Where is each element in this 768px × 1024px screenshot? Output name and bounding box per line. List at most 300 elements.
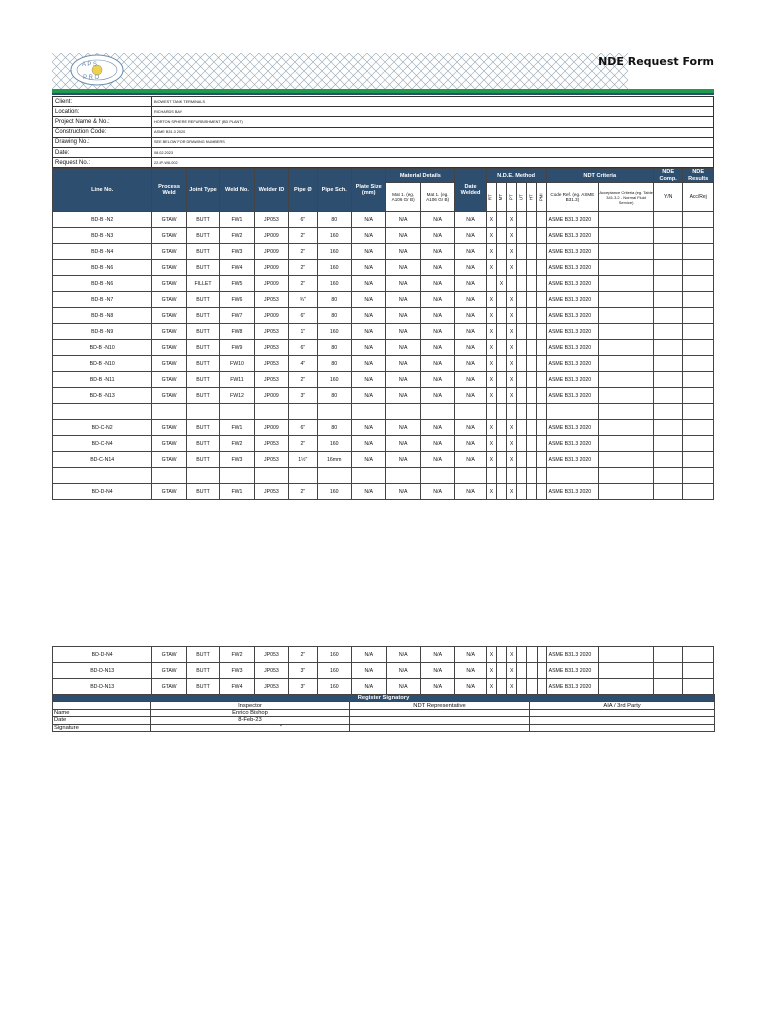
cell-pmi[interactable] xyxy=(537,340,546,356)
cell-ut[interactable] xyxy=(517,244,527,260)
cell-mat2[interactable]: N/A xyxy=(420,484,454,500)
cell-plate[interactable]: N/A xyxy=(352,663,386,679)
cell-mt[interactable] xyxy=(497,679,507,695)
cell-ht[interactable] xyxy=(527,212,537,228)
cell-acceptance[interactable] xyxy=(599,468,654,484)
cell-mt[interactable] xyxy=(496,420,506,436)
cell-date[interactable]: N/A xyxy=(455,340,486,356)
cell-pmi[interactable] xyxy=(537,308,546,324)
cell-results[interactable] xyxy=(683,228,714,244)
cell-code[interactable]: ASME B31.3 2020 xyxy=(546,212,599,228)
cell-ht[interactable] xyxy=(527,356,537,372)
cell-weld[interactable]: FW1 xyxy=(220,212,254,228)
cell-date[interactable]: N/A xyxy=(455,276,486,292)
cell-acceptance[interactable] xyxy=(599,679,654,695)
cell-mat1[interactable]: N/A xyxy=(386,436,420,452)
cell-pipe[interactable]: 2" xyxy=(289,484,317,500)
cell-ht[interactable] xyxy=(527,468,537,484)
cell-mat1[interactable] xyxy=(386,468,420,484)
cell-mat2[interactable]: N/A xyxy=(420,228,454,244)
ndt-rep-name[interactable] xyxy=(350,709,530,716)
cell-joint[interactable]: BUTT xyxy=(186,436,219,452)
cell-line[interactable] xyxy=(53,404,152,420)
cell-mt[interactable] xyxy=(496,228,506,244)
cell-joint[interactable] xyxy=(186,468,219,484)
cell-joint[interactable]: BUTT xyxy=(186,372,219,388)
cell-weld[interactable]: FW6 xyxy=(220,292,254,308)
cell-comp[interactable] xyxy=(653,212,682,228)
cell-line[interactable]: BD-D-N13 xyxy=(53,663,152,679)
cell-pipe[interactable]: 1½" xyxy=(289,452,317,468)
cell-pt[interactable] xyxy=(507,468,517,484)
info-value[interactable]: SEE BELOW FOR DRAWING NUMBERS xyxy=(152,137,714,147)
cell-joint[interactable]: BUTT xyxy=(186,324,219,340)
cell-sch[interactable]: 160 xyxy=(317,484,351,500)
cell-pt[interactable]: X xyxy=(507,484,517,500)
cell-line[interactable]: BD-B -N2 xyxy=(53,212,152,228)
cell-line[interactable]: BD-B -N3 xyxy=(53,228,152,244)
cell-acceptance[interactable] xyxy=(599,356,654,372)
cell-ht[interactable] xyxy=(527,260,537,276)
inspector-signature[interactable] xyxy=(151,724,350,731)
cell-joint[interactable]: BUTT xyxy=(186,228,219,244)
cell-mt[interactable] xyxy=(496,404,506,420)
cell-comp[interactable] xyxy=(654,647,683,663)
cell-rt[interactable]: X xyxy=(486,420,496,436)
cell-code[interactable]: ASME B31.3 2020 xyxy=(546,228,599,244)
cell-proc[interactable]: GTAW xyxy=(152,340,186,356)
cell-rt[interactable]: X xyxy=(486,244,496,260)
cell-code[interactable]: ASME B31.3 2020 xyxy=(546,260,599,276)
cell-proc[interactable]: GTAW xyxy=(152,372,186,388)
cell-mat2[interactable]: N/A xyxy=(420,356,454,372)
cell-weld[interactable]: FW11 xyxy=(220,372,254,388)
cell-mt[interactable]: X xyxy=(496,276,506,292)
cell-plate[interactable]: N/A xyxy=(351,388,385,404)
cell-results[interactable] xyxy=(683,420,714,436)
cell-pipe[interactable]: 4" xyxy=(289,356,317,372)
cell-date[interactable]: N/A xyxy=(455,679,486,695)
cell-plate[interactable]: N/A xyxy=(351,260,385,276)
cell-line[interactable]: BD-B -N4 xyxy=(53,244,152,260)
cell-welder[interactable] xyxy=(254,468,288,484)
cell-plate[interactable]: N/A xyxy=(352,647,386,663)
cell-line[interactable]: BD-D-N13 xyxy=(53,679,152,695)
info-value[interactable]: RICHARDS BAY xyxy=(152,107,714,117)
cell-welder[interactable]: JP053 xyxy=(254,647,288,663)
cell-code[interactable]: ASME B31.3 2020 xyxy=(546,292,599,308)
cell-comp[interactable] xyxy=(653,292,682,308)
cell-rt[interactable]: X xyxy=(486,484,496,500)
cell-rt[interactable]: X xyxy=(486,388,496,404)
cell-results[interactable] xyxy=(683,452,714,468)
cell-welder[interactable]: JP053 xyxy=(254,679,288,695)
cell-proc[interactable]: GTAW xyxy=(152,212,186,228)
cell-pt[interactable]: X xyxy=(507,260,517,276)
cell-mt[interactable] xyxy=(497,663,507,679)
cell-mat2[interactable]: N/A xyxy=(420,436,454,452)
cell-pipe[interactable]: 6" xyxy=(289,212,317,228)
cell-pmi[interactable] xyxy=(537,468,546,484)
cell-acceptance[interactable] xyxy=(599,324,654,340)
cell-proc[interactable]: GTAW xyxy=(152,356,186,372)
cell-pipe[interactable]: 3" xyxy=(289,679,317,695)
cell-date[interactable]: N/A xyxy=(455,484,486,500)
cell-date[interactable]: N/A xyxy=(455,647,486,663)
cell-proc[interactable]: GTAW xyxy=(152,260,186,276)
cell-mat1[interactable]: N/A xyxy=(386,276,420,292)
cell-welder[interactable]: JP009 xyxy=(254,420,288,436)
cell-sch[interactable]: 160 xyxy=(317,679,351,695)
cell-results[interactable] xyxy=(683,647,714,663)
cell-acceptance[interactable] xyxy=(599,663,654,679)
cell-line[interactable]: BD-B -N11 xyxy=(53,372,152,388)
cell-line[interactable]: BD-B -N10 xyxy=(53,356,152,372)
cell-pmi[interactable] xyxy=(537,292,546,308)
cell-mt[interactable] xyxy=(496,340,506,356)
cell-pt[interactable]: X xyxy=(507,212,517,228)
cell-ut[interactable] xyxy=(517,452,527,468)
cell-joint[interactable]: FILLET xyxy=(186,276,219,292)
cell-mat1[interactable]: N/A xyxy=(386,484,420,500)
cell-mt[interactable] xyxy=(496,372,506,388)
cell-mt[interactable] xyxy=(496,260,506,276)
cell-joint[interactable]: BUTT xyxy=(186,260,219,276)
ndt-rep-date[interactable] xyxy=(350,717,530,724)
cell-comp[interactable] xyxy=(653,372,682,388)
cell-date[interactable]: N/A xyxy=(455,372,486,388)
cell-weld[interactable]: FW1 xyxy=(220,420,254,436)
cell-weld[interactable]: FW5 xyxy=(220,276,254,292)
cell-joint[interactable]: BUTT xyxy=(186,388,219,404)
cell-pipe[interactable]: 3" xyxy=(289,388,317,404)
cell-weld[interactable]: FW3 xyxy=(220,452,254,468)
cell-date[interactable] xyxy=(455,468,486,484)
cell-ht[interactable] xyxy=(527,244,537,260)
info-value[interactable]: HORTON SPHERE REFURBISHMENT (BD PLANT) xyxy=(152,117,714,127)
cell-pmi[interactable] xyxy=(537,276,546,292)
cell-plate[interactable]: N/A xyxy=(351,308,385,324)
cell-code[interactable]: ASME B31.3 2020 xyxy=(546,276,599,292)
cell-mat1[interactable]: N/A xyxy=(386,388,420,404)
aia-date[interactable] xyxy=(530,717,715,724)
cell-pmi[interactable] xyxy=(537,372,546,388)
cell-welder[interactable]: JP053 xyxy=(254,356,288,372)
cell-plate[interactable]: N/A xyxy=(351,420,385,436)
cell-comp[interactable] xyxy=(653,484,682,500)
cell-pmi[interactable] xyxy=(537,228,546,244)
cell-sch[interactable]: 80 xyxy=(317,212,351,228)
cell-sch[interactable]: 80 xyxy=(317,340,351,356)
cell-comp[interactable] xyxy=(653,228,682,244)
cell-rt[interactable]: X xyxy=(486,663,496,679)
cell-date[interactable]: N/A xyxy=(455,452,486,468)
cell-rt[interactable] xyxy=(486,276,496,292)
cell-line[interactable]: BD-D-N4 xyxy=(53,647,152,663)
cell-welder[interactable]: JP053 xyxy=(254,484,288,500)
cell-ut[interactable] xyxy=(517,663,527,679)
cell-mat1[interactable]: N/A xyxy=(386,228,420,244)
cell-pmi[interactable] xyxy=(537,647,546,663)
cell-plate[interactable]: N/A xyxy=(351,244,385,260)
cell-mt[interactable] xyxy=(496,324,506,340)
cell-mt[interactable] xyxy=(496,436,506,452)
cell-results[interactable] xyxy=(683,324,714,340)
cell-proc[interactable]: GTAW xyxy=(152,420,186,436)
cell-weld[interactable]: FW1 xyxy=(220,484,254,500)
cell-sch[interactable] xyxy=(317,404,351,420)
cell-weld[interactable]: FW2 xyxy=(220,228,254,244)
cell-comp[interactable] xyxy=(653,340,682,356)
cell-pmi[interactable] xyxy=(537,324,546,340)
cell-mat1[interactable]: N/A xyxy=(386,324,420,340)
cell-mat2[interactable] xyxy=(420,404,454,420)
cell-proc[interactable]: GTAW xyxy=(152,388,186,404)
cell-rt[interactable]: X xyxy=(486,260,496,276)
cell-pipe[interactable]: 1" xyxy=(289,324,317,340)
cell-ut[interactable] xyxy=(517,404,527,420)
cell-welder[interactable]: JP053 xyxy=(254,292,288,308)
cell-pmi[interactable] xyxy=(537,388,546,404)
cell-pipe[interactable]: 6" xyxy=(289,340,317,356)
cell-date[interactable] xyxy=(455,404,486,420)
cell-welder[interactable]: JP053 xyxy=(254,663,288,679)
cell-mat1[interactable]: N/A xyxy=(386,244,420,260)
cell-welder[interactable]: JP009 xyxy=(254,228,288,244)
cell-pmi[interactable] xyxy=(537,212,546,228)
cell-welder[interactable]: JP053 xyxy=(254,452,288,468)
cell-proc[interactable]: GTAW xyxy=(152,663,186,679)
cell-results[interactable] xyxy=(683,663,714,679)
cell-mat2[interactable]: N/A xyxy=(420,276,454,292)
cell-pipe[interactable]: 3" xyxy=(289,663,317,679)
cell-results[interactable] xyxy=(683,308,714,324)
cell-weld[interactable]: FW3 xyxy=(220,663,254,679)
cell-code[interactable]: ASME B31.3 2020 xyxy=(546,308,599,324)
cell-ut[interactable] xyxy=(517,228,527,244)
cell-welder[interactable]: JP009 xyxy=(254,276,288,292)
aia-signature[interactable] xyxy=(530,724,715,731)
cell-proc[interactable]: GTAW xyxy=(152,244,186,260)
cell-rt[interactable]: X xyxy=(486,308,496,324)
cell-line[interactable]: BD-B -N10 xyxy=(53,340,152,356)
cell-ht[interactable] xyxy=(527,452,537,468)
cell-comp[interactable] xyxy=(653,276,682,292)
cell-ut[interactable] xyxy=(517,212,527,228)
cell-ht[interactable] xyxy=(527,663,537,679)
cell-weld[interactable] xyxy=(220,468,254,484)
cell-mat2[interactable]: N/A xyxy=(420,647,454,663)
cell-pmi[interactable] xyxy=(537,244,546,260)
cell-code[interactable]: ASME B31.3 2020 xyxy=(546,420,599,436)
cell-pmi[interactable] xyxy=(537,452,546,468)
cell-ut[interactable] xyxy=(517,276,527,292)
cell-comp[interactable] xyxy=(653,452,682,468)
cell-date[interactable]: N/A xyxy=(455,388,486,404)
cell-comp[interactable] xyxy=(653,260,682,276)
cell-mat2[interactable]: N/A xyxy=(420,212,454,228)
cell-results[interactable] xyxy=(683,372,714,388)
cell-ut[interactable] xyxy=(517,388,527,404)
cell-weld[interactable]: FW4 xyxy=(220,679,254,695)
cell-welder[interactable]: JP053 xyxy=(254,372,288,388)
inspector-date[interactable]: 8-Feb-23 xyxy=(151,717,350,724)
info-value[interactable]: 08.02.2023 xyxy=(152,147,714,157)
cell-joint[interactable]: BUTT xyxy=(186,647,219,663)
cell-joint[interactable]: BUTT xyxy=(186,292,219,308)
cell-results[interactable] xyxy=(683,484,714,500)
cell-plate[interactable]: N/A xyxy=(351,356,385,372)
cell-line[interactable] xyxy=(53,468,152,484)
cell-weld[interactable]: FW2 xyxy=(220,436,254,452)
cell-line[interactable]: BD-B -N9 xyxy=(53,324,152,340)
cell-pmi[interactable] xyxy=(537,436,546,452)
cell-pt[interactable]: X xyxy=(507,356,517,372)
cell-comp[interactable] xyxy=(653,436,682,452)
cell-welder[interactable]: JP009 xyxy=(254,308,288,324)
cell-mat2[interactable]: N/A xyxy=(420,372,454,388)
cell-acceptance[interactable] xyxy=(599,436,654,452)
cell-pmi[interactable] xyxy=(537,356,546,372)
cell-proc[interactable]: GTAW xyxy=(152,484,186,500)
cell-code[interactable]: ASME B31.3 2020 xyxy=(546,663,599,679)
cell-joint[interactable]: BUTT xyxy=(186,244,219,260)
cell-pmi[interactable] xyxy=(537,679,546,695)
cell-acceptance[interactable] xyxy=(599,647,654,663)
cell-code[interactable]: ASME B31.3 2020 xyxy=(546,340,599,356)
cell-acceptance[interactable] xyxy=(599,372,654,388)
cell-ht[interactable] xyxy=(527,647,537,663)
info-value[interactable]: 22-IP-W8-002 xyxy=(152,158,714,168)
cell-comp[interactable] xyxy=(653,388,682,404)
cell-rt[interactable]: X xyxy=(486,292,496,308)
cell-joint[interactable] xyxy=(186,404,219,420)
cell-joint[interactable]: BUTT xyxy=(186,484,219,500)
cell-mat2[interactable]: N/A xyxy=(420,324,454,340)
cell-date[interactable]: N/A xyxy=(455,244,486,260)
cell-line[interactable]: BD-B -N6 xyxy=(53,260,152,276)
cell-rt[interactable]: X xyxy=(486,324,496,340)
cell-line[interactable]: BD-B -N13 xyxy=(53,388,152,404)
cell-proc[interactable]: GTAW xyxy=(152,308,186,324)
cell-acceptance[interactable] xyxy=(599,228,654,244)
cell-ht[interactable] xyxy=(527,436,537,452)
cell-sch[interactable]: 80 xyxy=(317,388,351,404)
cell-rt[interactable]: X xyxy=(486,679,496,695)
cell-mat2[interactable]: N/A xyxy=(420,292,454,308)
cell-acceptance[interactable] xyxy=(599,388,654,404)
cell-mat2[interactable]: N/A xyxy=(420,308,454,324)
cell-date[interactable]: N/A xyxy=(455,420,486,436)
cell-rt[interactable]: X xyxy=(486,340,496,356)
cell-sch[interactable]: 160 xyxy=(317,244,351,260)
cell-rt[interactable]: X xyxy=(486,436,496,452)
cell-weld[interactable]: FW9 xyxy=(220,340,254,356)
cell-mat2[interactable] xyxy=(420,468,454,484)
cell-ut[interactable] xyxy=(517,436,527,452)
cell-acceptance[interactable] xyxy=(599,292,654,308)
cell-comp[interactable] xyxy=(653,420,682,436)
cell-pt[interactable]: X xyxy=(507,372,517,388)
cell-ut[interactable] xyxy=(517,647,527,663)
cell-mat1[interactable]: N/A xyxy=(386,340,420,356)
cell-welder[interactable]: JP009 xyxy=(254,388,288,404)
cell-results[interactable] xyxy=(683,292,714,308)
cell-code[interactable]: ASME B31.3 2020 xyxy=(546,244,599,260)
cell-weld[interactable]: FW12 xyxy=(220,388,254,404)
cell-code[interactable]: ASME B31.3 2020 xyxy=(546,452,599,468)
cell-acceptance[interactable] xyxy=(599,404,654,420)
cell-mat2[interactable]: N/A xyxy=(420,679,454,695)
cell-rt[interactable]: X xyxy=(486,356,496,372)
cell-date[interactable]: N/A xyxy=(455,308,486,324)
cell-pt[interactable]: X xyxy=(507,228,517,244)
cell-mat1[interactable]: N/A xyxy=(386,372,420,388)
cell-sch[interactable] xyxy=(317,468,351,484)
cell-results[interactable] xyxy=(683,260,714,276)
cell-welder[interactable]: JP053 xyxy=(254,436,288,452)
cell-mt[interactable] xyxy=(496,468,506,484)
cell-proc[interactable]: GTAW xyxy=(152,292,186,308)
cell-mat1[interactable]: N/A xyxy=(386,212,420,228)
cell-proc[interactable]: GTAW xyxy=(152,452,186,468)
cell-plate[interactable]: N/A xyxy=(351,324,385,340)
cell-rt[interactable] xyxy=(486,468,496,484)
cell-acceptance[interactable] xyxy=(599,276,654,292)
cell-joint[interactable]: BUTT xyxy=(186,420,219,436)
cell-mat1[interactable] xyxy=(386,404,420,420)
cell-acceptance[interactable] xyxy=(599,308,654,324)
cell-line[interactable]: BD-B -N6 xyxy=(53,276,152,292)
cell-welder[interactable]: JP053 xyxy=(254,212,288,228)
cell-mt[interactable] xyxy=(496,292,506,308)
cell-date[interactable]: N/A xyxy=(455,228,486,244)
cell-results[interactable] xyxy=(683,404,714,420)
cell-rt[interactable] xyxy=(486,404,496,420)
cell-acceptance[interactable] xyxy=(599,452,654,468)
cell-mat1[interactable]: N/A xyxy=(386,292,420,308)
cell-welder[interactable] xyxy=(254,404,288,420)
ndt-rep-signature[interactable] xyxy=(350,724,530,731)
cell-code[interactable]: ASME B31.3 2020 xyxy=(546,372,599,388)
cell-mat1[interactable]: N/A xyxy=(386,356,420,372)
cell-mt[interactable] xyxy=(496,484,506,500)
cell-mat1[interactable]: N/A xyxy=(386,663,420,679)
cell-line[interactable]: BD-B -N7 xyxy=(53,292,152,308)
cell-pipe[interactable] xyxy=(289,404,317,420)
cell-code[interactable]: ASME B31.3 2020 xyxy=(546,388,599,404)
cell-pipe[interactable]: 2" xyxy=(289,276,317,292)
cell-mat1[interactable]: N/A xyxy=(386,647,420,663)
cell-mat1[interactable]: N/A xyxy=(386,679,420,695)
cell-plate[interactable]: N/A xyxy=(352,679,386,695)
cell-weld[interactable]: FW8 xyxy=(220,324,254,340)
cell-date[interactable]: N/A xyxy=(455,436,486,452)
cell-proc[interactable]: GTAW xyxy=(152,228,186,244)
cell-welder[interactable]: JP009 xyxy=(254,244,288,260)
cell-joint[interactable]: BUTT xyxy=(186,356,219,372)
cell-mat1[interactable]: N/A xyxy=(386,452,420,468)
cell-ht[interactable] xyxy=(527,404,537,420)
cell-ht[interactable] xyxy=(527,420,537,436)
cell-acceptance[interactable] xyxy=(599,420,654,436)
cell-acceptance[interactable] xyxy=(599,212,654,228)
cell-proc[interactable]: GTAW xyxy=(152,436,186,452)
cell-mat2[interactable]: N/A xyxy=(420,340,454,356)
cell-weld[interactable]: FW10 xyxy=(220,356,254,372)
cell-ht[interactable] xyxy=(527,340,537,356)
cell-plate[interactable]: N/A xyxy=(351,228,385,244)
